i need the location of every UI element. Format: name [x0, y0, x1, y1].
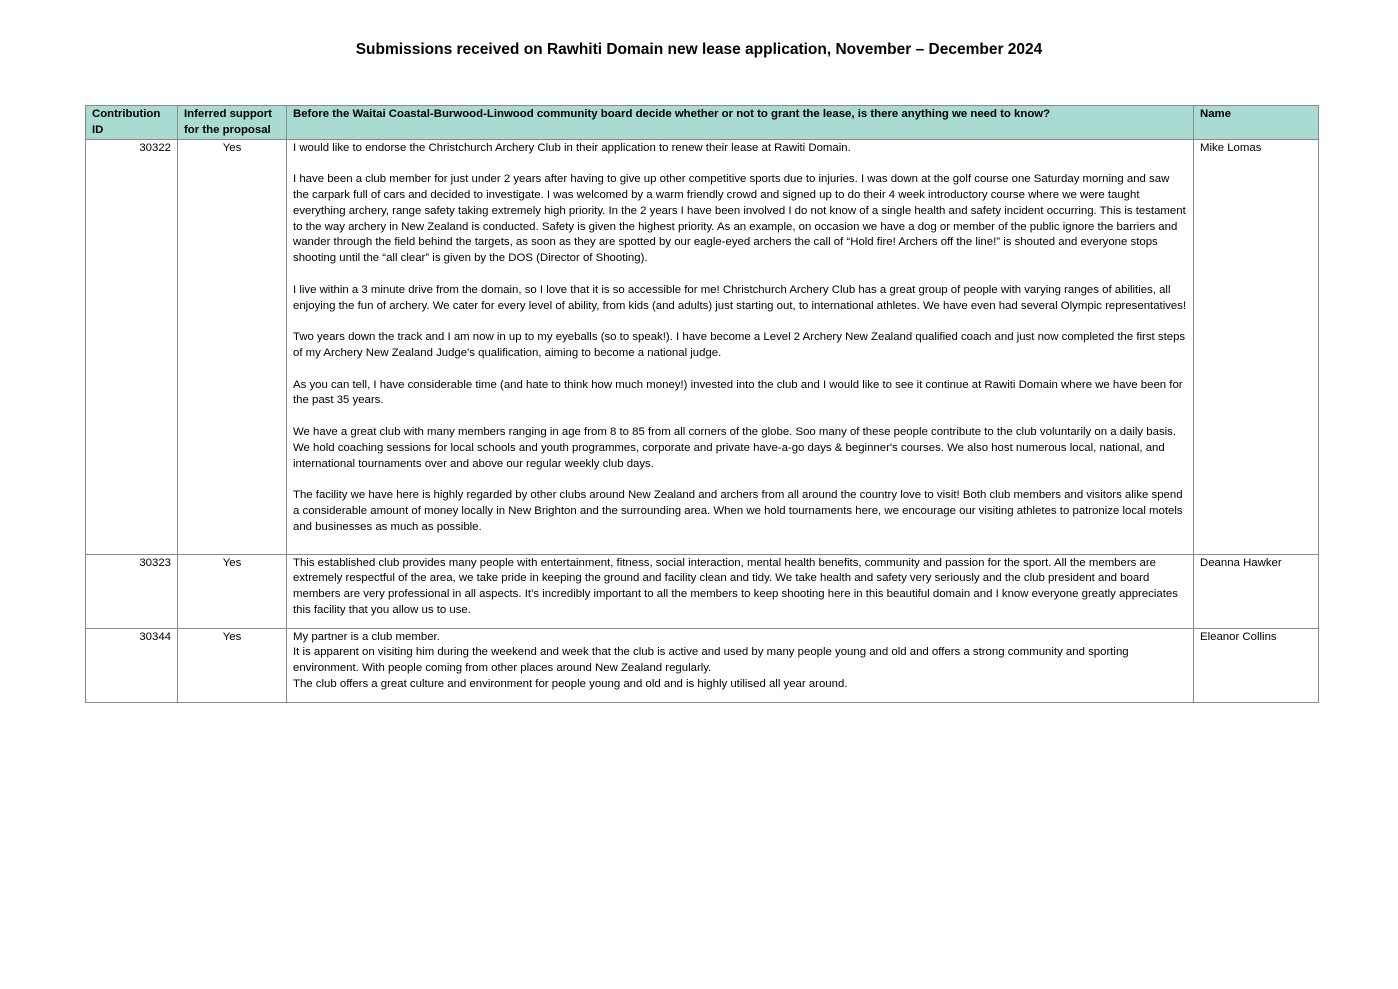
support-cell: Yes: [178, 628, 287, 702]
header-contribution-id: Contribution ID: [86, 106, 178, 140]
contribution-id-cell: 30344: [86, 628, 178, 702]
page-title: Submissions received on Rawhiti Domain new lease application, November – December 2024: [355, 41, 1043, 58]
comment-cell: [287, 554, 1194, 628]
contribution-id-cell: 30323: [86, 554, 178, 628]
support-cell: Yes: [178, 139, 287, 554]
header-comment-question: Before the Waitai Coastal-Burwood-Linwood community board decide whether or not to grant the lease, is there anything we need to know?: [287, 106, 1194, 140]
comment-line: The club offers a great culture and environment for people young and old and is highly utilised all year around.: [293, 677, 848, 690]
table-row: [86, 139, 1319, 554]
support-cell: Yes: [178, 554, 287, 628]
comment-paragraph: I have been a club member for just under 2 years after having to give up other competitive sports due to injuries. I was down at the golf course one Saturday morning and saw the carpark full of cars and decided to investigate. I was welcomed by a warm friendly crowd and signed up to do their 4 week introductory course where we were taught everything archery, range safety taking extremely high priority. In the 2 years I have been involved I do not know of a single health and safety incident occurring. This is testament to the way archery in New Zealand is conducted. Safety is given the highest priority. As an example, on occasion we have a dog or member of the public ignore the barriers and wander through the field behind the targets, as soon as they are spotted by our eagle-eyed archers the call of “Hold fire! Archers off the line!” is shouted and everyone stops shooting until the “all clear” is given by the DOS (Director of Shooting).: [293, 173, 1186, 265]
table-row: [86, 554, 1319, 628]
table-row: [86, 628, 1319, 702]
name-cell: Eleanor Collins: [1194, 628, 1319, 702]
header-name: Name: [1194, 106, 1319, 140]
comment-paragraph: We have a great club with many members ranging in age from 8 to 85 from all corners of the globe. Soo many of these people contribute to the club voluntarily on a daily basis. We hold coaching sessions for local schools and youth programmes, corporate and private have-a-go days & beginner's courses. We also host numerous local, national, and international tournaments over and above our regular weekly club days.: [293, 425, 1177, 470]
submissions-table: [85, 105, 1319, 703]
name-cell: Deanna Hawker: [1194, 554, 1319, 628]
comment-cell: [287, 139, 1194, 554]
header-inferred-support: Inferred support for the proposal: [178, 106, 287, 140]
comment-line: My partner is a club member.: [293, 630, 440, 643]
contribution-id-cell: 30322: [86, 139, 178, 554]
comment-paragraph: As you can tell, I have considerable time (and hate to think how much money!) invested into the club and I would like to see it continue at Rawiti Domain where we have been for the past 35 years.: [293, 378, 1183, 407]
comment-paragraph: Two years down the track and I am now in up to my eyeballs (so to speak!). I have become a Level 2 Archery New Zealand qualified coach and just now completed the first steps of my Archery New Zealand Judge's qualification, aiming to become a national judge.: [293, 331, 1186, 359]
comment-line: It is apparent on visiting him during the weekend and week that the club is active and used by many people young and old and offers a strong community and sporting environment. With people coming from other places around New Zealand regularly.: [293, 646, 1129, 675]
comment-paragraph: The facility we have here is highly regarded by other clubs around New Zealand and archers from all around the country love to visit! Both club members and visitors alike spend a considerable amount of money locally in New Brighton and the surrounding area. When we hold tournaments here, we encourage our visiting athletes to patronize local motels and businesses as much as possible.: [293, 489, 1183, 533]
comment-paragraph: This established club provides many people with entertainment, fitness, social interaction, mental health benefits, community and passion for the sport. All the members are extremely respectful of the area, we take pride in keeping the ground and facility clean and tidy. We take health and safety very seriously and the club president and board members are very professional in all aspects. It’s incredibly important to all the members to keep shooting here in this beautiful domain and I know everyone greatly appreciates this facility that you allow us to use.: [293, 556, 1178, 616]
comment-cell: [287, 628, 1194, 702]
table-header-row: [86, 106, 1319, 140]
comment-paragraph: I would like to endorse the Christchurch Archery Club in their application to renew their lease at Rawiti Domain.: [293, 141, 851, 154]
name-cell: Mike Lomas: [1194, 139, 1319, 554]
comment-paragraph: I live within a 3 minute drive from the domain, so I love that it is so accessible for me! Christchurch Archery Club has a great group of people with varying ranges of abilities, all enjoying the fun of archery. We cater for every level of ability, from kids (and adults) just starting out, to international athletes. We have even had several Olympic representatives!: [293, 283, 1187, 312]
